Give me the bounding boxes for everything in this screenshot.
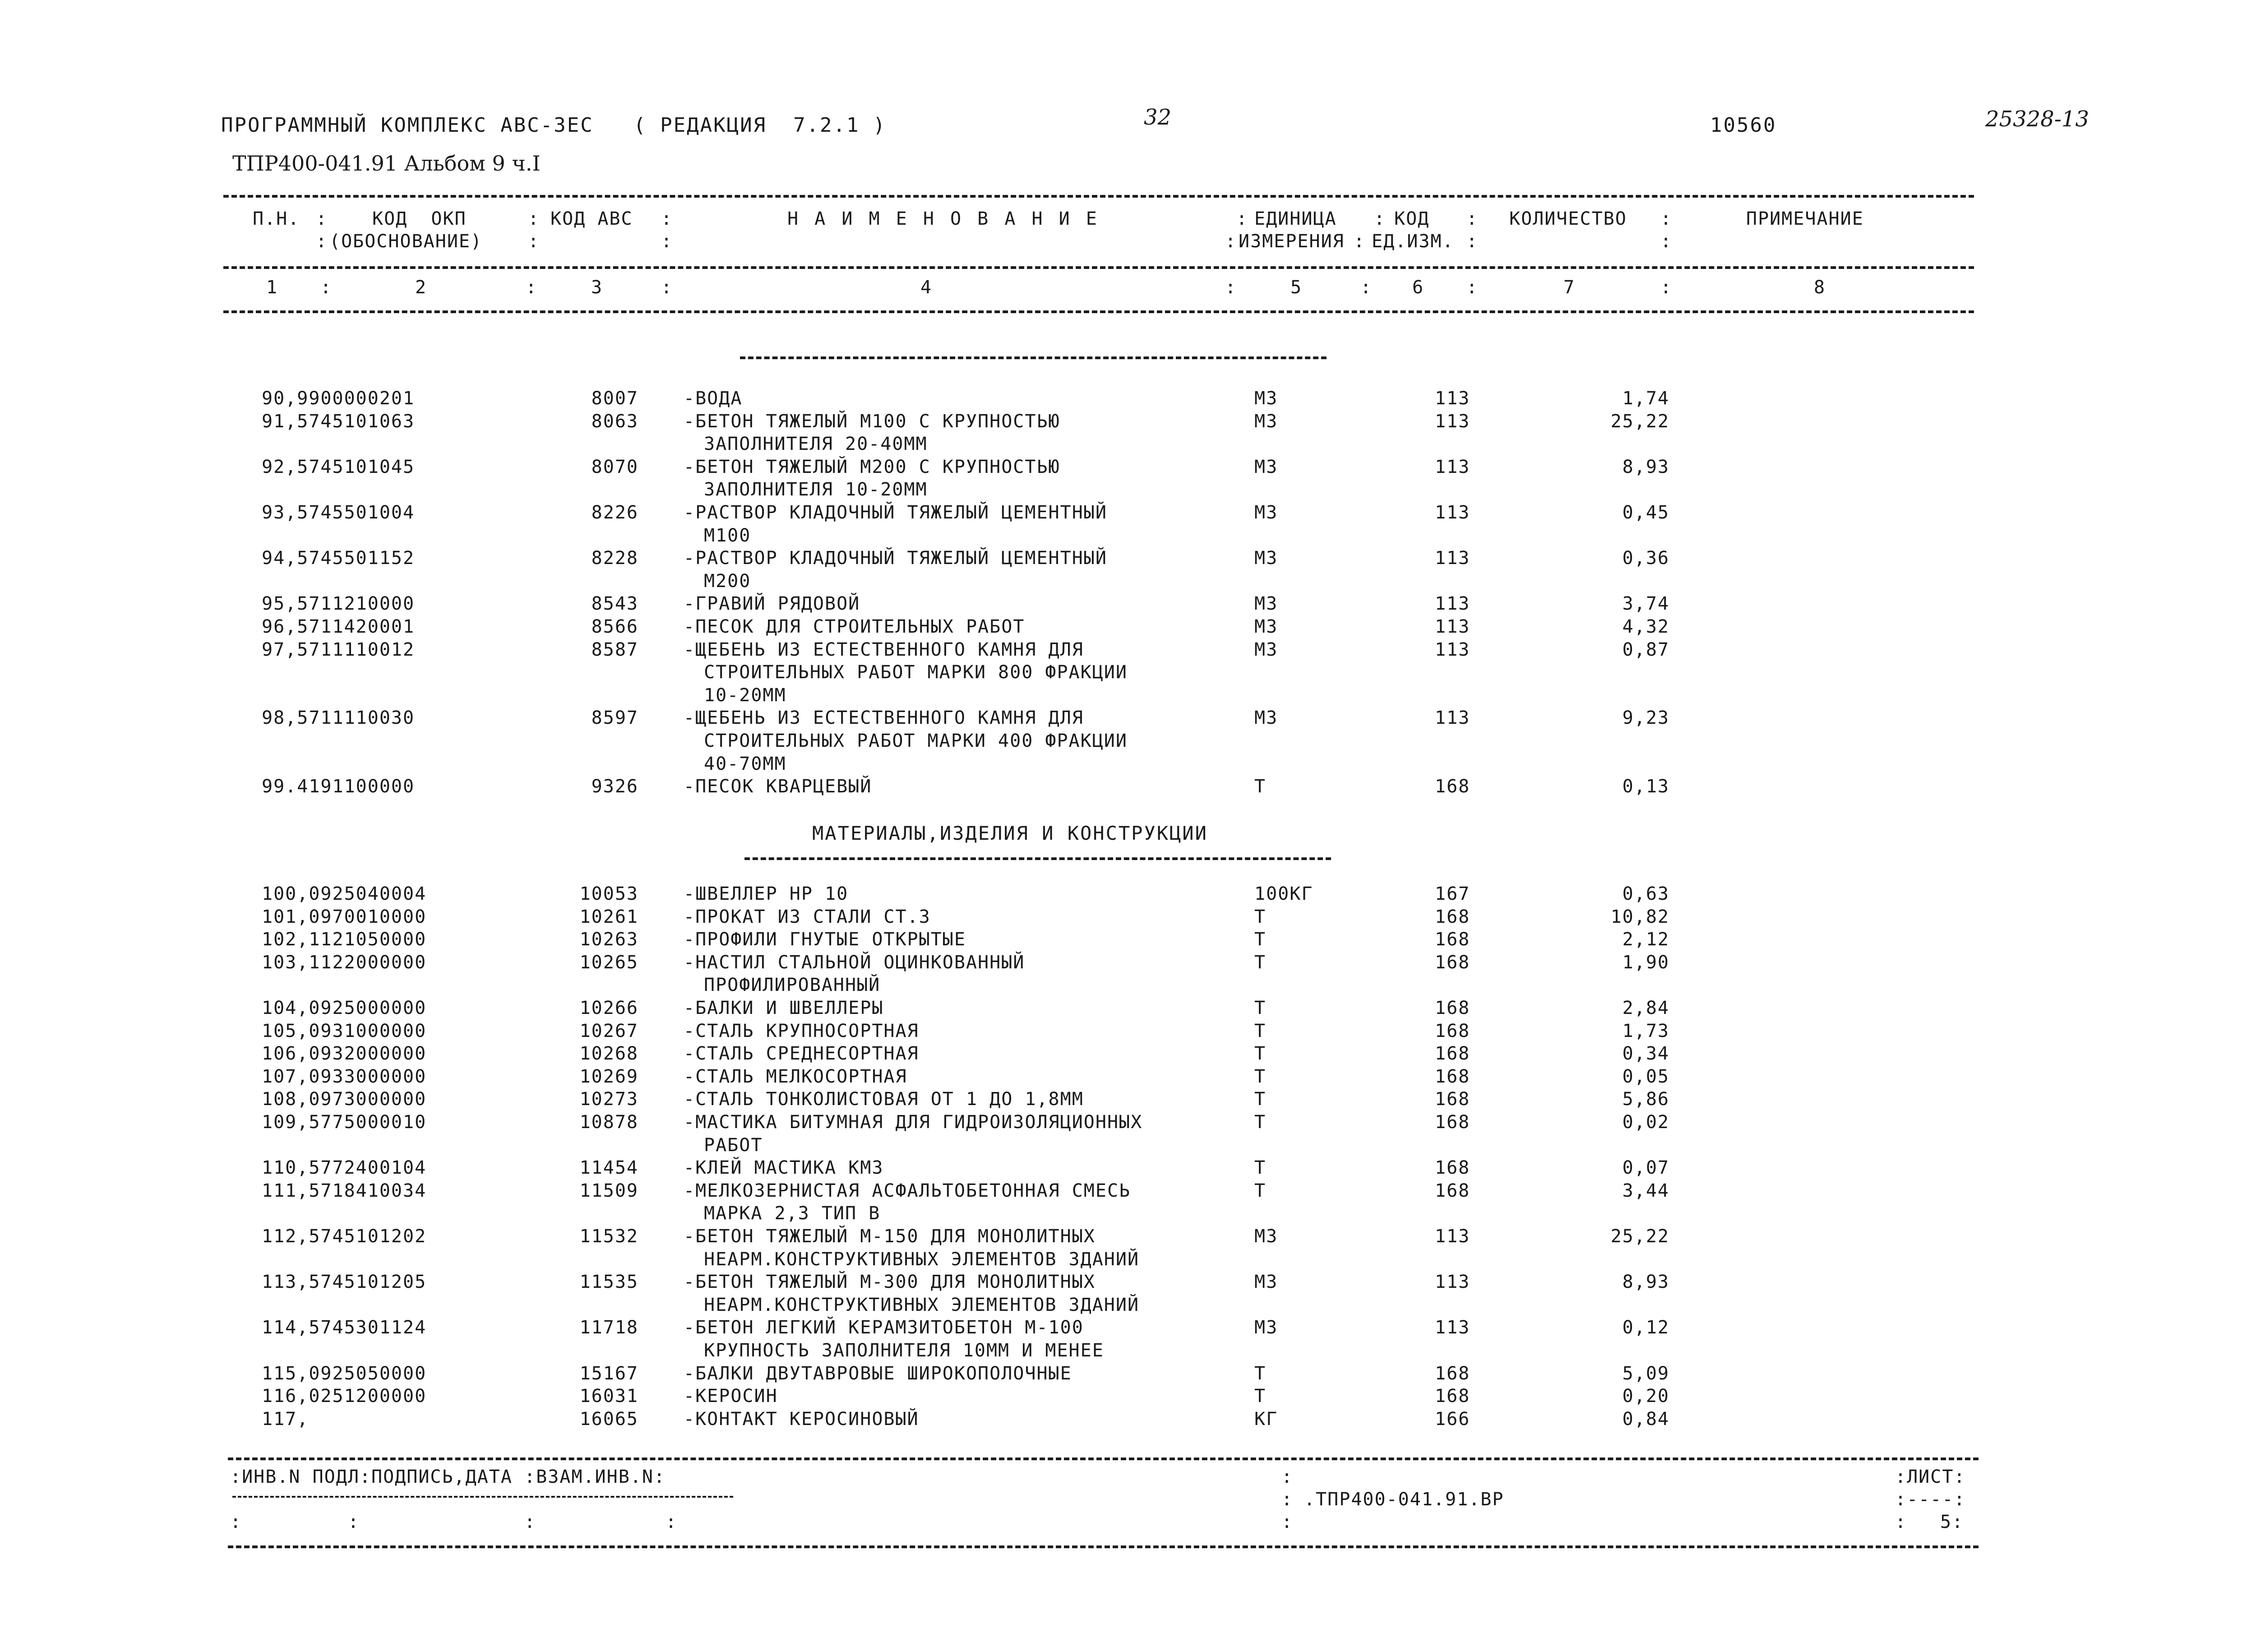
unit-code: 113 (1435, 616, 1470, 637)
abc-code: 8543 (591, 593, 638, 615)
unit-of-measure: КГ (1254, 1408, 1278, 1430)
table-row (0, 884, 2256, 907)
sep: : (1660, 208, 1673, 229)
item-name-continuation: 10-20ММ (704, 685, 786, 706)
unit-of-measure: Т (1254, 1180, 1267, 1201)
col-number-3: 3 (591, 277, 603, 298)
item-name-continuation: СТРОИТЕЛЬНЫХ РАБОТ МАРКИ 400 ФРАКЦИИ (704, 731, 1128, 751)
unit-code: 167 (1435, 884, 1470, 904)
col-number-6: 6 (1412, 277, 1424, 298)
sep: : (1354, 231, 1366, 252)
abc-code: 8063 (591, 411, 638, 432)
okp-code: 103,1122000000 (262, 952, 427, 973)
col-number-2: 2 (415, 277, 427, 298)
abc-code: 11509 (579, 1180, 638, 1201)
table-row (0, 1089, 2256, 1112)
unit-code: 113 (1435, 1226, 1470, 1247)
page-number: 32 (1144, 105, 1172, 130)
sheet-number: 5: (1940, 1512, 1964, 1532)
col-ucode-header: КОД (1394, 208, 1430, 229)
item-name: -ПЕСОК КВАРЦЕВЫЙ (684, 776, 872, 797)
unit-of-measure: М3 (1254, 456, 1278, 477)
sep: : (1225, 277, 1237, 298)
unit-code: 113 (1435, 593, 1470, 615)
item-name: -МАСТИКА БИТУМНАЯ ДЛЯ ГИДРОИЗОЛЯЦИОННЫХ (684, 1112, 1143, 1133)
okp-code: 116,0251200000 (262, 1386, 427, 1407)
abc-code: 11535 (579, 1272, 638, 1293)
sep: : (1660, 277, 1673, 298)
item-name: -ЩЕБЕНЬ ИЗ ЕСТЕСТВЕННОГО КАМНЯ ДЛЯ (684, 708, 1084, 729)
quantity: 0,07 (1622, 1157, 1669, 1179)
unit-code: 113 (1435, 388, 1470, 409)
quantity: 0,34 (1622, 1043, 1669, 1064)
unit-of-measure: Т (1254, 776, 1267, 797)
unit-of-measure: Т (1254, 1089, 1267, 1110)
sep: : (661, 231, 673, 252)
abc-code: 16031 (579, 1386, 638, 1407)
col-qty-header: КОЛИЧЕСТВО (1509, 208, 1627, 229)
item-name-continuation: 40-70ММ (704, 753, 786, 774)
unit-of-measure: М3 (1254, 411, 1278, 432)
quantity: 8,93 (1622, 1272, 1669, 1293)
unit-of-measure: М3 (1254, 1317, 1278, 1338)
unit-code: 113 (1435, 411, 1470, 432)
sep: : (1466, 208, 1479, 229)
abc-code: 8566 (591, 616, 638, 637)
quantity: 0,63 (1622, 884, 1669, 904)
sep: : (528, 231, 540, 252)
list-item-continuation (0, 1295, 2256, 1318)
quantity: 5,09 (1622, 1363, 1669, 1384)
unit-code: 113 (1435, 639, 1470, 660)
item-name: -БЕТОН ТЯЖЕЛЫЙ М-150 ДЛЯ МОНОЛИТНЫХ (684, 1226, 1096, 1247)
unit-of-measure: М3 (1254, 388, 1278, 409)
table-row (0, 502, 2256, 526)
sep: : (1374, 208, 1386, 229)
item-name: -БЕТОН ТЯЖЕЛЫЙ М100 С КРУПНОСТЬЮ (684, 411, 1060, 432)
item-name: -СТАЛЬ КРУПНОСОРТНАЯ (684, 1020, 919, 1041)
unit-code: 168 (1435, 1089, 1470, 1110)
quantity: 3,74 (1622, 593, 1669, 615)
table-row (0, 1386, 2256, 1409)
footer-rule-bottom (228, 1546, 1979, 1548)
table-row (0, 388, 2256, 412)
col-note-header: ПРИМЕЧАНИЕ (1746, 208, 1864, 229)
abc-code: 10053 (579, 884, 638, 904)
col-number-7: 7 (1563, 277, 1576, 298)
item-name: -БЕТОН ЛЕГКИЙ КЕРАМЗИТОБЕТОН М-100 (684, 1317, 1084, 1338)
unit-code: 168 (1435, 1043, 1470, 1064)
sep: : (1660, 231, 1673, 252)
abc-code: 10269 (579, 1066, 638, 1087)
unit-of-measure: М3 (1254, 1272, 1278, 1293)
unit-code: 168 (1435, 1066, 1470, 1087)
sep: : (1281, 1512, 1294, 1532)
col-number-8: 8 (1814, 277, 1826, 298)
unit-code: 168 (1435, 929, 1470, 950)
okp-code: 112,5745101202 (262, 1226, 427, 1247)
col-unit-header: ЕДИНИЦА (1254, 208, 1337, 229)
quantity: 2,12 (1622, 929, 1669, 950)
unit-code: 113 (1435, 502, 1470, 523)
sheet-label: :ЛИСТ: (1895, 1467, 1966, 1487)
okp-code: 108,0973000000 (262, 1089, 427, 1110)
sep: : (1225, 231, 1237, 252)
quantity: 9,23 (1622, 708, 1669, 729)
section-title: МАТЕРИАЛЫ,ИЗДЕЛИЯ И КОНСТРУКЦИИ (812, 822, 1208, 844)
item-name-continuation: СТРОИТЕЛЬНЫХ РАБОТ МАРКИ 800 ФРАКЦИИ (704, 662, 1128, 683)
unit-code: 113 (1435, 456, 1470, 477)
item-name: -БАЛКИ И ШВЕЛЛЕРЫ (684, 998, 884, 1018)
okp-code: 105,0931000000 (262, 1020, 427, 1041)
unit-of-measure: Т (1254, 1066, 1267, 1087)
sep: : (1466, 277, 1479, 298)
abc-code: 8070 (591, 456, 638, 477)
quantity: 3,44 (1622, 1180, 1669, 1201)
abc-code: 15167 (579, 1363, 638, 1384)
list-item-continuation (0, 525, 2256, 549)
col-number-5: 5 (1290, 277, 1303, 298)
item-name-continuation: МАРКА 2,3 ТИП В (704, 1203, 881, 1224)
okp-code: 110,5772400104 (262, 1157, 427, 1179)
sep: : (1281, 1489, 1294, 1510)
abc-code: 16065 (579, 1408, 638, 1430)
document-code-right: 25328-13 (1985, 106, 2089, 132)
item-name: -ШВЕЛЛЕР НР 10 (684, 884, 849, 904)
item-name-continuation: ЗАПОЛНИТЕЛЯ 10-20ММ (704, 479, 928, 500)
quantity: 0,45 (1622, 502, 1669, 523)
okp-code: 100,0925040004 (262, 884, 427, 904)
table-row (0, 1409, 2256, 1432)
stamp-labels: :ИНВ.N ПОДЛ:ПОДПИСЬ,ДАТА :ВЗАМ.ИНВ.N: (230, 1467, 666, 1487)
okp-code: 106,0932000000 (262, 1043, 427, 1064)
table-row (0, 639, 2256, 663)
okp-code: 91,5745101063 (262, 411, 415, 432)
item-name: -КОНТАКТ КЕРОСИНОВЫЙ (684, 1408, 919, 1430)
list-item-continuation (0, 479, 2256, 503)
okp-code: 97,5711110012 (262, 639, 415, 660)
unit-of-measure: Т (1254, 1043, 1267, 1064)
okp-code: 92,5745101045 (262, 456, 415, 477)
sep: : (1360, 277, 1373, 298)
list-item-continuation (0, 685, 2256, 708)
list-item-continuation (0, 754, 2256, 777)
unit-of-measure: М3 (1254, 502, 1278, 523)
unit-code: 168 (1435, 998, 1470, 1018)
quantity: 0,36 (1622, 548, 1669, 569)
unit-code: 168 (1435, 952, 1470, 973)
okp-code: 96,5711420001 (262, 616, 415, 637)
item-name: -БАЛКИ ДВУТАВРОВЫЕ ШИРОКОПОЛОЧНЫЕ (684, 1363, 1072, 1384)
okp-code: 90,9900000201 (262, 388, 415, 409)
quantity: 5,86 (1622, 1089, 1669, 1110)
table-row (0, 1021, 2256, 1044)
quantity: 0,13 (1622, 776, 1669, 797)
abc-code: 8597 (591, 708, 638, 729)
table-row (0, 457, 2256, 480)
item-name: -ПРОКАТ ИЗ СТАЛИ СТ.3 (684, 906, 931, 927)
okp-code: 104,0925000000 (262, 998, 427, 1018)
list-item-continuation (0, 1203, 2256, 1226)
col-ucode-sub-header: ЕД.ИЗМ. (1372, 231, 1454, 252)
unit-of-measure: М3 (1254, 639, 1278, 660)
sep: : (1281, 1467, 1294, 1487)
table-row (0, 929, 2256, 953)
okp-code: 95,5711210000 (262, 593, 415, 615)
table-row (0, 1180, 2256, 1204)
table-row (0, 1363, 2256, 1387)
okp-code: 114,5745301124 (262, 1317, 427, 1338)
stamp-cells: : : : : (230, 1512, 678, 1532)
table-row (0, 998, 2256, 1021)
unit-of-measure: Т (1254, 1386, 1267, 1407)
item-name-continuation: ЗАПОЛНИТЕЛЯ 20-40ММ (704, 434, 928, 455)
sep: : (1895, 1512, 1907, 1532)
sep: : (661, 277, 673, 298)
item-name: -КЛЕЙ МАСТИКА КМ3 (684, 1157, 884, 1179)
okp-code: 99.4191100000 (262, 776, 415, 797)
item-name: -СТАЛЬ ТОНКОЛИСТОВАЯ ОТ 1 ДО 1,8ММ (684, 1089, 1084, 1110)
unit-code: 113 (1435, 1272, 1470, 1293)
unit-of-measure: М3 (1254, 593, 1278, 615)
quantity: 25,22 (1610, 1226, 1669, 1247)
unit-of-measure: М3 (1254, 708, 1278, 729)
unit-of-measure: Т (1254, 1020, 1267, 1041)
quantity: 0,12 (1622, 1317, 1669, 1338)
list-item-continuation (0, 975, 2256, 998)
unit-of-measure: 100КГ (1254, 884, 1313, 904)
abc-code: 9326 (591, 776, 638, 797)
item-name-continuation: ПРОФИЛИРОВАННЫЙ (704, 975, 881, 996)
unit-of-measure: Т (1254, 929, 1267, 950)
section-divider (740, 356, 1327, 359)
okp-code: 93,5745501004 (262, 502, 415, 523)
unit-code: 166 (1435, 1408, 1470, 1430)
table-row (0, 616, 2256, 640)
table-row (0, 1066, 2256, 1090)
okp-code: 107,0933000000 (262, 1066, 427, 1087)
list-item-continuation (0, 1249, 2256, 1273)
item-name: -ВОДА (684, 388, 743, 409)
unit-of-measure: Т (1254, 998, 1267, 1018)
table-row (0, 952, 2256, 976)
quantity: 2,84 (1622, 998, 1669, 1018)
sep: : (661, 208, 673, 229)
footer-rule-top (228, 1458, 1979, 1460)
sep: : (316, 208, 328, 229)
header-rule-mid (223, 266, 1974, 269)
sep: : (528, 208, 540, 229)
unit-of-measure: Т (1254, 1157, 1267, 1179)
item-name: -БЕТОН ТЯЖЕЛЫЙ М-300 ДЛЯ МОНОЛИТНЫХ (684, 1272, 1096, 1293)
abc-code: 10266 (579, 998, 638, 1018)
unit-code: 168 (1435, 1020, 1470, 1041)
abc-code: 8587 (591, 639, 638, 660)
table-row (0, 593, 2256, 617)
list-item-continuation (0, 1135, 2256, 1158)
table-row (0, 1317, 2256, 1341)
sep: : (526, 277, 538, 298)
okp-code: 109,5775000010 (262, 1112, 427, 1133)
quantity: 1,74 (1622, 388, 1669, 409)
quantity: 1,90 (1622, 952, 1669, 973)
quantity: 4,32 (1622, 616, 1669, 637)
list-item-continuation (0, 434, 2256, 457)
col-name-header: Н А И М Е Н О В А Н И Е (787, 208, 1100, 229)
unit-of-measure: М3 (1254, 616, 1278, 637)
col-pn-header: П.Н. (253, 208, 300, 229)
item-name: -РАСТВОР КЛАДОЧНЫЙ ТЯЖЕЛЫЙ ЦЕМЕНТНЫЙ (684, 548, 1107, 569)
header-rule-top (223, 195, 1974, 198)
table-row (0, 1112, 2256, 1135)
unit-code: 113 (1435, 548, 1470, 569)
col-okp-header: КОД ОКП (372, 208, 467, 229)
stamp-label-rule (232, 1496, 733, 1498)
table-row (0, 411, 2256, 435)
table-row (0, 708, 2256, 731)
item-name: -СТАЛЬ МЕЛКОСОРТНАЯ (684, 1066, 907, 1087)
item-name-continuation: НЕАРМ.КОНСТРУКТИВНЫХ ЭЛЕМЕНТОВ ЗДАНИЙ (704, 1249, 1140, 1270)
col-okp-sub-header: (ОБОСНОВАНИЕ) (329, 231, 483, 252)
unit-of-measure: Т (1254, 1363, 1267, 1384)
table-row (0, 907, 2256, 930)
item-name: -МЕЛКОЗЕРНИСТАЯ АСФАЛЬТОБЕТОННАЯ СМЕСЬ (684, 1180, 1131, 1201)
item-name-continuation: М100 (704, 525, 751, 546)
table-row (0, 1226, 2256, 1249)
table-row (0, 1272, 2256, 1295)
document-designation: .ТПР400-041.91.ВР (1304, 1489, 1504, 1510)
item-name-continuation: НЕАРМ.КОНСТРУКТИВНЫХ ЭЛЕМЕНТОВ ЗДАНИЙ (704, 1294, 1140, 1315)
document-code-center: 10560 (1710, 114, 1777, 137)
sep: : (320, 277, 333, 298)
okp-code: 98,5711110030 (262, 708, 415, 729)
album-title: ТПР400-041.91 Альбом 9 ч.I (232, 151, 541, 176)
item-name: -КЕРОСИН (684, 1386, 778, 1407)
abc-code: 10263 (579, 929, 638, 950)
header-rule-bottom (223, 310, 1974, 313)
unit-code: 168 (1435, 776, 1470, 797)
col-number-1: 1 (266, 277, 278, 298)
col-unit-sub-header: ИЗМЕРЕНИЯ (1239, 231, 1345, 252)
sep: : (1466, 231, 1479, 252)
unit-code: 168 (1435, 1157, 1470, 1179)
quantity: 1,73 (1622, 1020, 1669, 1041)
okp-code: 115,0925050000 (262, 1363, 427, 1384)
list-item-continuation (0, 571, 2256, 594)
abc-code: 10268 (579, 1043, 638, 1064)
item-name: -БЕТОН ТЯЖЕЛЫЙ М200 С КРУПНОСТЬЮ (684, 456, 1060, 477)
unit-code: 168 (1435, 1180, 1470, 1201)
quantity: 8,93 (1622, 456, 1669, 477)
item-name: -ПЕСОК ДЛЯ СТРОИТЕЛЬНЫХ РАБОТ (684, 616, 1025, 637)
item-name: -РАСТВОР КЛАДОЧНЫЙ ТЯЖЕЛЫЙ ЦЕМЕНТНЫЙ (684, 502, 1107, 523)
table-row (0, 776, 2256, 800)
okp-code: 94,5745501152 (262, 548, 415, 569)
unit-of-measure: Т (1254, 952, 1267, 973)
quantity: 0,20 (1622, 1386, 1669, 1407)
quantity: 0,84 (1622, 1408, 1669, 1430)
abc-code: 10878 (579, 1112, 638, 1133)
abc-code: 10267 (579, 1020, 638, 1041)
col-number-4: 4 (920, 277, 933, 298)
item-name-continuation: РАБОТ (704, 1134, 763, 1156)
unit-of-measure: М3 (1254, 548, 1278, 569)
okp-code: 117, (262, 1408, 309, 1430)
abc-code: 11718 (579, 1317, 638, 1338)
sheet-separator: :----: (1895, 1489, 1966, 1510)
unit-code: 113 (1435, 1317, 1470, 1338)
abc-code: 11454 (579, 1157, 638, 1179)
item-name: -ЩЕБЕНЬ ИЗ ЕСТЕСТВЕННОГО КАМНЯ ДЛЯ (684, 639, 1084, 660)
table-row (0, 1043, 2256, 1067)
list-item-continuation (0, 731, 2256, 754)
item-name: -ПРОФИЛИ ГНУТЫЕ ОТКРЫТЫЕ (684, 929, 966, 950)
okp-code: 101,0970010000 (262, 906, 427, 927)
sep: : (1236, 208, 1248, 229)
okp-code: 113,5745101205 (262, 1272, 427, 1293)
abc-code: 8228 (591, 548, 638, 569)
unit-code: 168 (1435, 906, 1470, 927)
list-item-continuation (0, 662, 2256, 685)
table-row (0, 1157, 2256, 1181)
unit-code: 168 (1435, 1386, 1470, 1407)
abc-code: 10273 (579, 1089, 638, 1110)
unit-of-measure: Т (1254, 1112, 1267, 1133)
abc-code: 11532 (579, 1226, 638, 1247)
quantity: 10,82 (1610, 906, 1669, 927)
unit-of-measure: М3 (1254, 1226, 1278, 1247)
table-row (0, 548, 2256, 571)
abc-code: 10261 (579, 906, 638, 927)
unit-of-measure: Т (1254, 906, 1267, 927)
section-title-underline (744, 857, 1331, 860)
okp-code: 102,1121050000 (262, 929, 427, 950)
unit-code: 113 (1435, 708, 1470, 729)
okp-code: 111,5718410034 (262, 1180, 427, 1201)
list-item-continuation (0, 1340, 2256, 1364)
item-name: -ГРАВИЙ РЯДОВОЙ (684, 593, 860, 615)
quantity: 25,22 (1610, 411, 1669, 432)
item-name-continuation: КРУПНОСТЬ ЗАПОЛНИТЕЛЯ 10ММ И МЕНЕЕ (704, 1340, 1104, 1361)
abc-code: 8226 (591, 502, 638, 523)
item-name: -СТАЛЬ СРЕДНЕСОРТНАЯ (684, 1043, 919, 1064)
unit-code: 168 (1435, 1363, 1470, 1384)
sep: : (316, 231, 328, 252)
quantity: 0,87 (1622, 639, 1669, 660)
quantity: 0,02 (1622, 1112, 1669, 1133)
col-abc-header: КОД АВС (550, 208, 633, 229)
program-header: ПРОГРАММНЫЙ КОМПЛЕКС АВС-ЗЕС ( РЕДАКЦИЯ 7.2.1 ) (221, 114, 887, 137)
item-name: -НАСТИЛ СТАЛЬНОЙ ОЦИНКОВАННЫЙ (684, 952, 1025, 973)
unit-code: 168 (1435, 1112, 1470, 1133)
abc-code: 10265 (579, 952, 638, 973)
abc-code: 8007 (591, 388, 638, 409)
item-name-continuation: М200 (704, 570, 751, 592)
quantity: 0,05 (1622, 1066, 1669, 1087)
